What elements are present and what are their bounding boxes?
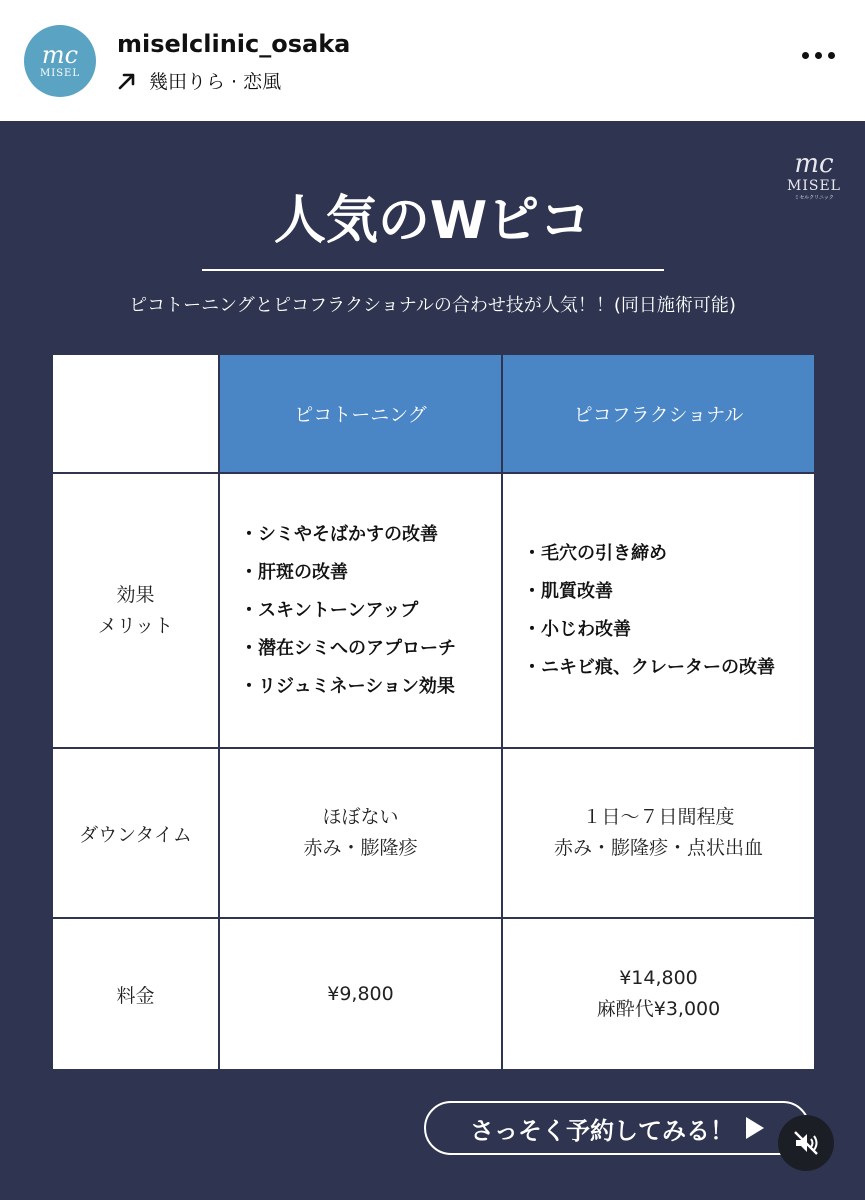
list-item: ・ ニキビ痕、クレーターの改善 [523, 649, 814, 687]
table-header-row [52, 354, 815, 473]
table-row-effects [52, 473, 815, 748]
list-item: ・ スキントーンアップ [240, 592, 501, 630]
list-item: ・ 肝斑の改善 [240, 554, 501, 592]
toning-effects-cell [219, 473, 502, 748]
comparison-table [51, 353, 816, 1071]
post-title: 人気のWピコ [273, 191, 592, 251]
fractional-price-cell [502, 918, 815, 1070]
toning-price-cell: ¥9,800 [219, 918, 502, 1070]
music-info[interactable] [117, 67, 281, 94]
list-item: ・ 毛穴の引き締め [523, 535, 814, 573]
toning-downtime-cell [219, 748, 502, 918]
fractional-downtime-line2: 赤み・膨隆疹・点状出血 [553, 837, 763, 859]
avatar-monogram: mc [41, 41, 79, 69]
fractional-downtime-cell [502, 748, 815, 918]
play-triangle-icon [746, 1117, 764, 1139]
row-label-effects-line2: メリット [97, 614, 174, 637]
fractional-downtime-line1: １日〜７日間程度 [582, 806, 735, 828]
fractional-price-line1: ¥14,800 [619, 967, 698, 989]
list-item: ・ リジュミネーション効果 [240, 668, 501, 706]
logo-brand: MISEL [787, 178, 841, 194]
row-label-effects [52, 473, 219, 748]
logo-subtext: ミセルクリニック [794, 195, 834, 201]
table-row-price [52, 918, 815, 1070]
toning-downtime-line1: ほぼない [322, 806, 399, 828]
music-label: 幾田りら · 恋風 [149, 71, 282, 93]
post-header [0, 0, 865, 121]
toning-downtime-line2: 赤み・膨隆疹 [303, 837, 418, 859]
row-label-price: 料金 [52, 918, 219, 1070]
fractional-price-line2: 麻酔代¥3,000 [596, 998, 721, 1020]
avatar-brand: MISEL [40, 68, 80, 79]
list-item: ・ シミやそばかすの改善 [240, 516, 501, 554]
title-divider [202, 269, 664, 271]
username[interactable]: miselclinic_osaka [117, 30, 351, 58]
logo-monogram: mc [794, 149, 834, 179]
fractional-effects-cell [502, 473, 815, 748]
row-label-downtime: ダウンタイム [52, 748, 219, 918]
list-item: ・ 小じわ改善 [523, 611, 814, 649]
speaker-muted-icon[interactable] [778, 1115, 834, 1171]
table-row-downtime [52, 748, 815, 918]
column-header-fractional: ピコフラクショナル [502, 354, 815, 473]
blank-header-cell [52, 354, 219, 473]
arrow-up-right-icon [117, 71, 137, 91]
list-item: ・ 潜在シミへのアプローチ [240, 630, 501, 668]
book-now-label: さっそく予約してみる！ [470, 1116, 734, 1145]
column-header-toning: ピコトーニング [219, 354, 502, 473]
list-item: ・ 肌質改善 [523, 573, 814, 611]
book-now-button[interactable] [424, 1101, 810, 1155]
row-label-effects-line1: 効果 [116, 583, 155, 606]
post-subtitle: ピコトーニングとピコフラクショナルの合わせ技が人気！！(同日施術可能) [129, 295, 736, 316]
avatar[interactable] [24, 25, 96, 97]
more-options-icon[interactable] [802, 52, 835, 59]
